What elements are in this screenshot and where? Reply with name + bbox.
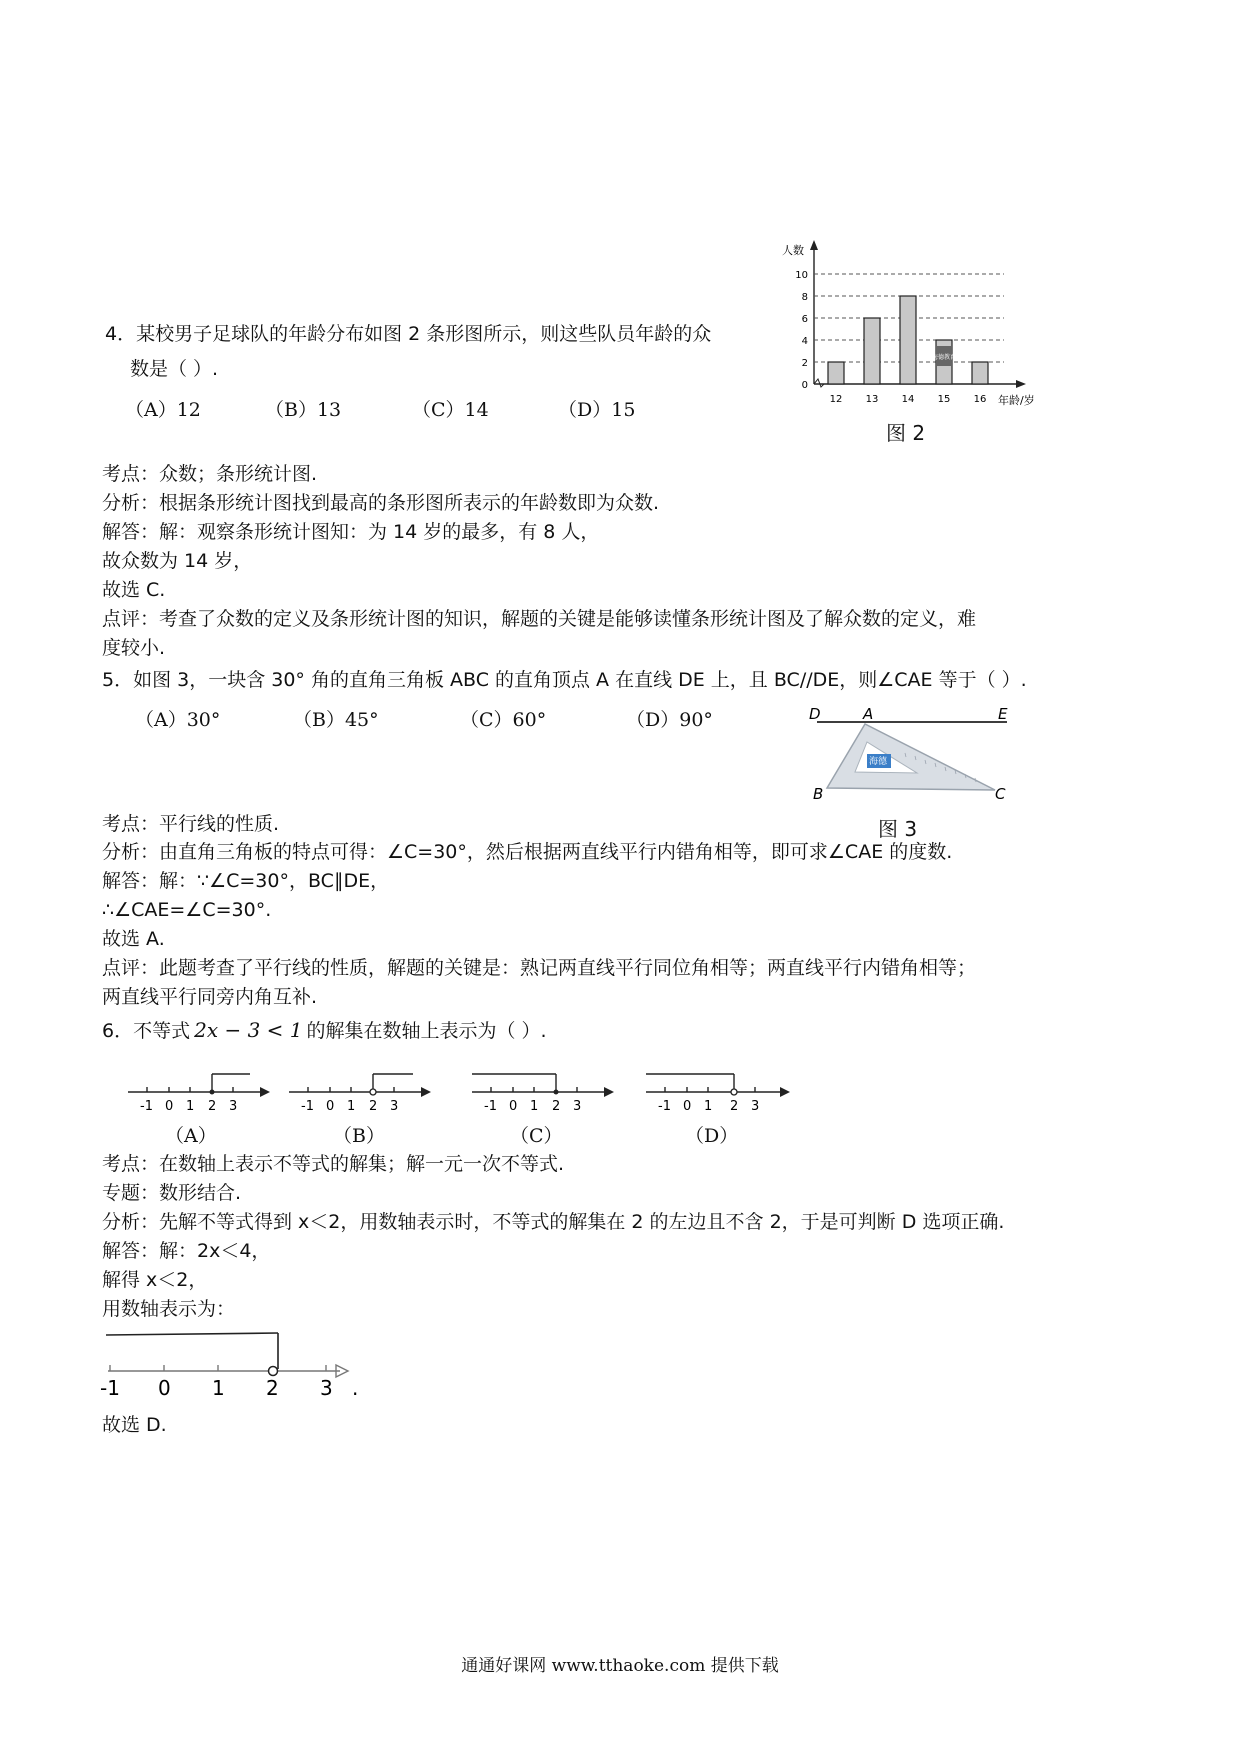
q5-stem: 5．如图 3，一块含 30° 角的直角三角板 ABC 的直角顶点 A 在直线 DE 上，且 BC//DE，则∠CAE 等于（ ）. bbox=[102, 669, 1027, 691]
tick-label: 3 bbox=[573, 1099, 582, 1114]
q4-option-c: （C）14 bbox=[412, 399, 489, 421]
q6-jieda-1: 解答：解：2x＜4， bbox=[102, 1240, 271, 1262]
q4-option-b: （B）13 bbox=[265, 399, 342, 421]
q4-jieda-2: 故众数为 14 岁， bbox=[102, 550, 253, 572]
y-tick-label: 4 bbox=[801, 336, 808, 347]
q6-final: 故选 D. bbox=[102, 1414, 167, 1436]
q4-jieda-1: 解答：解：观察条形统计图知：为 14 岁的最多，有 8 人， bbox=[102, 521, 600, 543]
q6-stem-post: 的解集在数轴上表示为（ ）. bbox=[306, 1020, 547, 1042]
y-axis-arrow bbox=[810, 240, 818, 250]
q4-stem-line1: 4．某校男子足球队的年龄分布如图 2 条形图所示，则这些队员年龄的众 bbox=[105, 323, 712, 345]
tick-label: 1 bbox=[530, 1099, 539, 1114]
q6-option-c-label: （C） bbox=[510, 1125, 563, 1147]
ruler-logo-text: 海德 bbox=[869, 757, 888, 767]
y-tick-label: 10 bbox=[795, 270, 808, 281]
y-tick-label: 0 bbox=[801, 380, 808, 391]
tick-label: 0 bbox=[509, 1099, 518, 1114]
q6-stem-pre: 6．不等式 bbox=[102, 1020, 191, 1042]
tick-label: -1 bbox=[484, 1099, 497, 1114]
bar-16 bbox=[972, 362, 988, 384]
q6-fenxi: 分析：先解不等式得到 x＜2，用数轴表示时，不等式的解集在 2 的左边且不含 2，于是可判断 D 选项正确. bbox=[102, 1211, 1005, 1233]
tick-label: -1 bbox=[301, 1099, 314, 1114]
q6-zhuanti: 专题：数形结合. bbox=[102, 1182, 242, 1204]
q4-option-d: （D）15 bbox=[558, 399, 636, 421]
label-c: C bbox=[995, 785, 1006, 803]
q6-option-a-numberline bbox=[120, 1068, 270, 1116]
figure3-caption: 图 3 bbox=[878, 817, 918, 841]
label-e: E bbox=[998, 705, 1008, 723]
q5-dianping-1: 点评：此题考查了平行线的性质，解题的关键是：熟记两直线平行同位角相等；两直线平行内错角相等； bbox=[102, 957, 977, 979]
q5-option-c: （C）60° bbox=[460, 709, 547, 731]
tick-label: 0 bbox=[158, 1376, 171, 1400]
q6-option-c-numberline bbox=[468, 1068, 618, 1116]
page-footer: 通通好课网 www.tthaoke.com 提供下载 bbox=[461, 1656, 779, 1676]
label-b: B bbox=[813, 785, 824, 803]
figure2-bar-chart bbox=[770, 236, 1050, 412]
q6-option-d-label: （D） bbox=[685, 1125, 739, 1147]
x-tick-label: 14 bbox=[901, 394, 915, 405]
tick-label: -1 bbox=[658, 1099, 671, 1114]
figure3-triangle bbox=[805, 700, 1035, 810]
y-tick-label: 8 bbox=[801, 292, 808, 303]
tick-label: 1 bbox=[212, 1376, 225, 1400]
tick-label: -1 bbox=[140, 1099, 153, 1114]
q4-kaodian: 考点：众数；条形统计图. bbox=[102, 463, 318, 485]
label-d: D bbox=[809, 705, 821, 723]
tick-label: 2 bbox=[552, 1099, 561, 1114]
q6-option-a-label: （A） bbox=[165, 1125, 217, 1147]
y-tick-label: 6 bbox=[801, 314, 808, 325]
q6-solution-numberline bbox=[100, 1325, 370, 1405]
tick-label: -1 bbox=[100, 1376, 120, 1400]
q5-fenxi: 分析：由直角三角板的特点可得：∠C=30°，然后根据两直线平行内错角相等，即可求∠CAE 的度数. bbox=[102, 841, 953, 863]
q6-jieda-3: 用数轴表示为： bbox=[102, 1298, 236, 1320]
q4-option-a: （A）12 bbox=[125, 399, 201, 421]
q6-jieda-2: 解得 x＜2， bbox=[102, 1269, 208, 1291]
solution-period: . bbox=[352, 1376, 359, 1400]
tick-label: 3 bbox=[390, 1099, 399, 1114]
q6-option-b-label: （B） bbox=[333, 1125, 385, 1147]
bar-12 bbox=[828, 362, 844, 384]
q6-option-b-numberline bbox=[285, 1068, 435, 1116]
y-axis-title: 人数 bbox=[782, 244, 804, 257]
tick-label: 3 bbox=[320, 1376, 333, 1400]
q5-option-b: （B）45° bbox=[293, 709, 379, 731]
q5-kaodian: 考点：平行线的性质. bbox=[102, 813, 280, 835]
q5-jieda-2: ∴∠CAE=∠C=30°. bbox=[102, 899, 272, 921]
q6-stem-math: 2x − 3 < 1 bbox=[194, 1018, 303, 1042]
q4-stem-line2: 数是（ ）. bbox=[130, 358, 219, 380]
tick-label: 1 bbox=[704, 1099, 713, 1114]
q6-stem bbox=[102, 1018, 547, 1043]
tick-label: 2 bbox=[369, 1099, 378, 1114]
tick-label: 1 bbox=[186, 1099, 195, 1114]
axis-break bbox=[814, 379, 824, 387]
q5-option-a: （A）30° bbox=[135, 709, 221, 731]
tick-label: 0 bbox=[683, 1099, 692, 1114]
tick-label: 2 bbox=[730, 1099, 739, 1114]
tick-label: 1 bbox=[347, 1099, 356, 1114]
q5-dianping-2: 两直线平行同旁内角互补. bbox=[102, 986, 318, 1008]
x-axis-title: 年龄/岁 bbox=[998, 394, 1035, 407]
x-tick-label: 12 bbox=[829, 394, 843, 405]
x-tick-label: 15 bbox=[937, 394, 951, 405]
q5-option-d: （D）90° bbox=[626, 709, 713, 731]
q6-option-d-numberline bbox=[642, 1068, 794, 1116]
tick-label: 2 bbox=[266, 1376, 279, 1400]
q4-dianping-2: 度较小. bbox=[102, 637, 166, 659]
q4-dianping-1: 点评：考查了众数的定义及条形统计图的知识，解题的关键是能够读懂条形统计图及了解众数的定义，难 bbox=[102, 608, 977, 630]
bar-13 bbox=[864, 318, 880, 384]
q4-jieda-3: 故选 C. bbox=[102, 579, 166, 601]
tick-label: 0 bbox=[165, 1099, 174, 1114]
y-tick-label: 2 bbox=[801, 358, 808, 369]
bar-overlay-text: 海德教育 bbox=[931, 354, 957, 361]
q4-fenxi: 分析：根据条形统计图找到最高的条形图所表示的年龄数即为众数. bbox=[102, 492, 660, 514]
bar-14 bbox=[900, 296, 916, 384]
q5-jieda-3: 故选 A. bbox=[102, 928, 165, 950]
tick-label: 0 bbox=[326, 1099, 335, 1114]
x-tick-label: 16 bbox=[973, 394, 987, 405]
label-a: A bbox=[863, 705, 874, 723]
tick-label: 2 bbox=[208, 1099, 217, 1114]
x-tick-label: 13 bbox=[865, 394, 879, 405]
x-axis-arrow bbox=[1016, 380, 1026, 388]
q6-kaodian: 考点：在数轴上表示不等式的解集；解一元一次不等式. bbox=[102, 1153, 565, 1175]
tick-label: 3 bbox=[229, 1099, 238, 1114]
q5-jieda-1: 解答：解：∵∠C=30°，BC∥DE， bbox=[102, 870, 390, 892]
figure2-caption: 图 2 bbox=[886, 421, 926, 445]
tick-label: 3 bbox=[751, 1099, 760, 1114]
